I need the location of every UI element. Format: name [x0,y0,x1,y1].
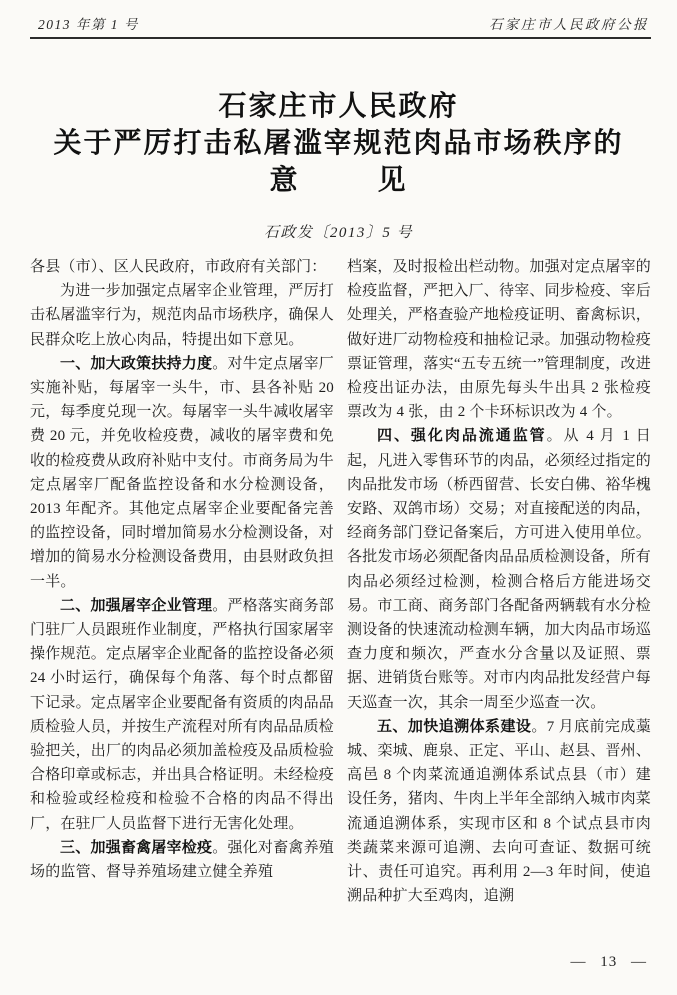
section-heading: 四、强化肉品流通监管 [377,427,547,445]
title-line-3 [0,162,677,199]
body-paragraph: 档案，及时报检出栏动物。加强对定点屠宰的检疫监督，严把入厂、待宰、同步检疫、宰后处理关，严格查验产地检疫证明、畜禽标识，做好进厂动物检疫和抽检记录。加强动物检疫票证管理，落实“五专五统一”管理制度，改进检疫出证办法，由原先每头牛出具 2 张检疫票改为 4 张，由 2 个卡环标识改为 4 个。 [347,259,652,421]
body-paragraph: 各县（市）、区人民政府，市政府有关部门： [30,259,327,275]
page-header [38,13,649,33]
section-heading: 五、加快追溯体系建设 [377,717,532,735]
title-line-3-left: 意 [269,165,300,196]
header-rule [30,37,651,39]
title-line-3-right: 见 [377,165,408,196]
left-column [30,255,334,908]
document-title [0,88,677,252]
document-body [30,255,651,908]
body-paragraph: 一、加大政策扶持力度。对牛定点屠宰厂实施补贴，每屠宰一头牛，市、县各补贴 20 元，每季度兑现一次。每屠宰一头牛减收屠宰费 20 元，并免收检疫费，减收的屠宰费和免收的检疫费从政府补贴中支付。市商务局为牛定点屠宰厂配备监控设备和水分检测设备，2013 年配齐。其他定点屠宰企业要配备完善的监控设备，同时增加简易水分检测设备，对增加的简易水分检测设备费用，由县财政负担一半。 [30,354,335,590]
body-paragraph: 五、加快追溯体系建设。7 月底前完成藁城、栾城、鹿泉、正定、平山、赵县、晋州、高邑 8 个肉菜流通追溯体系试点县（市）建设任务，猪肉、牛肉上半年全部纳入城市肉菜流通追溯体系，实现市区和 8 个试点县市肉类蔬菜来源可追溯、去向可查证、数据可统计、责任可追究。再利用 2—3 年时间，使追溯品种扩大至鸡肉，追溯 [347,717,652,905]
section-heading: 二、加强屠宰企业管理 [60,596,213,614]
section-heading: 一、加大政策扶持力度 [60,354,213,372]
body-paragraph: 三、加强畜禽屠宰检疫。强化对畜禽养殖场的监管、督导养殖场建立健全养殖 [30,838,334,881]
title-line-1: 石家庄市人民政府 [218,91,459,122]
body-paragraph: 为进一步加强定点屠宰企业管理，严厉打击私屠滥宰行为，规范肉品市场秩序，确保人民群众吃上放心肉品，特提出如下意见。 [30,283,335,348]
title-line-2: 关于严厉打击私屠滥宰规范肉品市场秩序的 [53,128,624,159]
section-heading: 三、加强畜禽屠宰检疫 [60,838,213,856]
body-paragraph: 二、加强屠宰企业管理。严格落实商务部门驻厂人员跟班作业制度，严格执行国家屠宰操作规范。定点屠宰企业配备的监控设备必须 24 小时运行，确保每个角落、每个时点都留下记录。定点屠宰企业要配备有资质的肉品品质检验人员，并按生产流程对所有肉品品质检验把关，出厂的肉品必须加盖检疫及品质检验合格印章或标志，并出具合格证明。未经检疫和检验或经检疫和检验不合格的肉品不得出厂，在驻厂人员监督下进行无害化处理。 [30,596,335,832]
document-number: 石政发〔2013〕5 号 [263,225,414,241]
gazette-title: 石家庄市人民政府公报 [489,17,649,32]
issue-number: 2013 年第 1 号 [38,17,139,32]
right-column [347,255,651,908]
page-number: — 13 — [570,954,647,970]
body-paragraph: 四、强化肉品流通监管。从 4 月 1 日起，凡进入零售环节的肉品，必须经过指定的肉品批发市场（桥西留营、长安白佛、裕华槐安路、双鸽市场）交易；对直接配送的肉品，经商务部门登记备案后，方可进入使用单位。各批发市场必须配备肉品品质检测设备，所有肉品必须经过检测，检测合格后方能进场交易。市工商、商务部门各配备两辆载有水分检测设备的快速流动检测车辆，加大肉品市场巡查力度和频次，严查水分含量以及证照、票据、进销货台账等。对市内肉品批发经营户每天巡查一次，其余一周至少巡查一次。 [347,427,652,711]
